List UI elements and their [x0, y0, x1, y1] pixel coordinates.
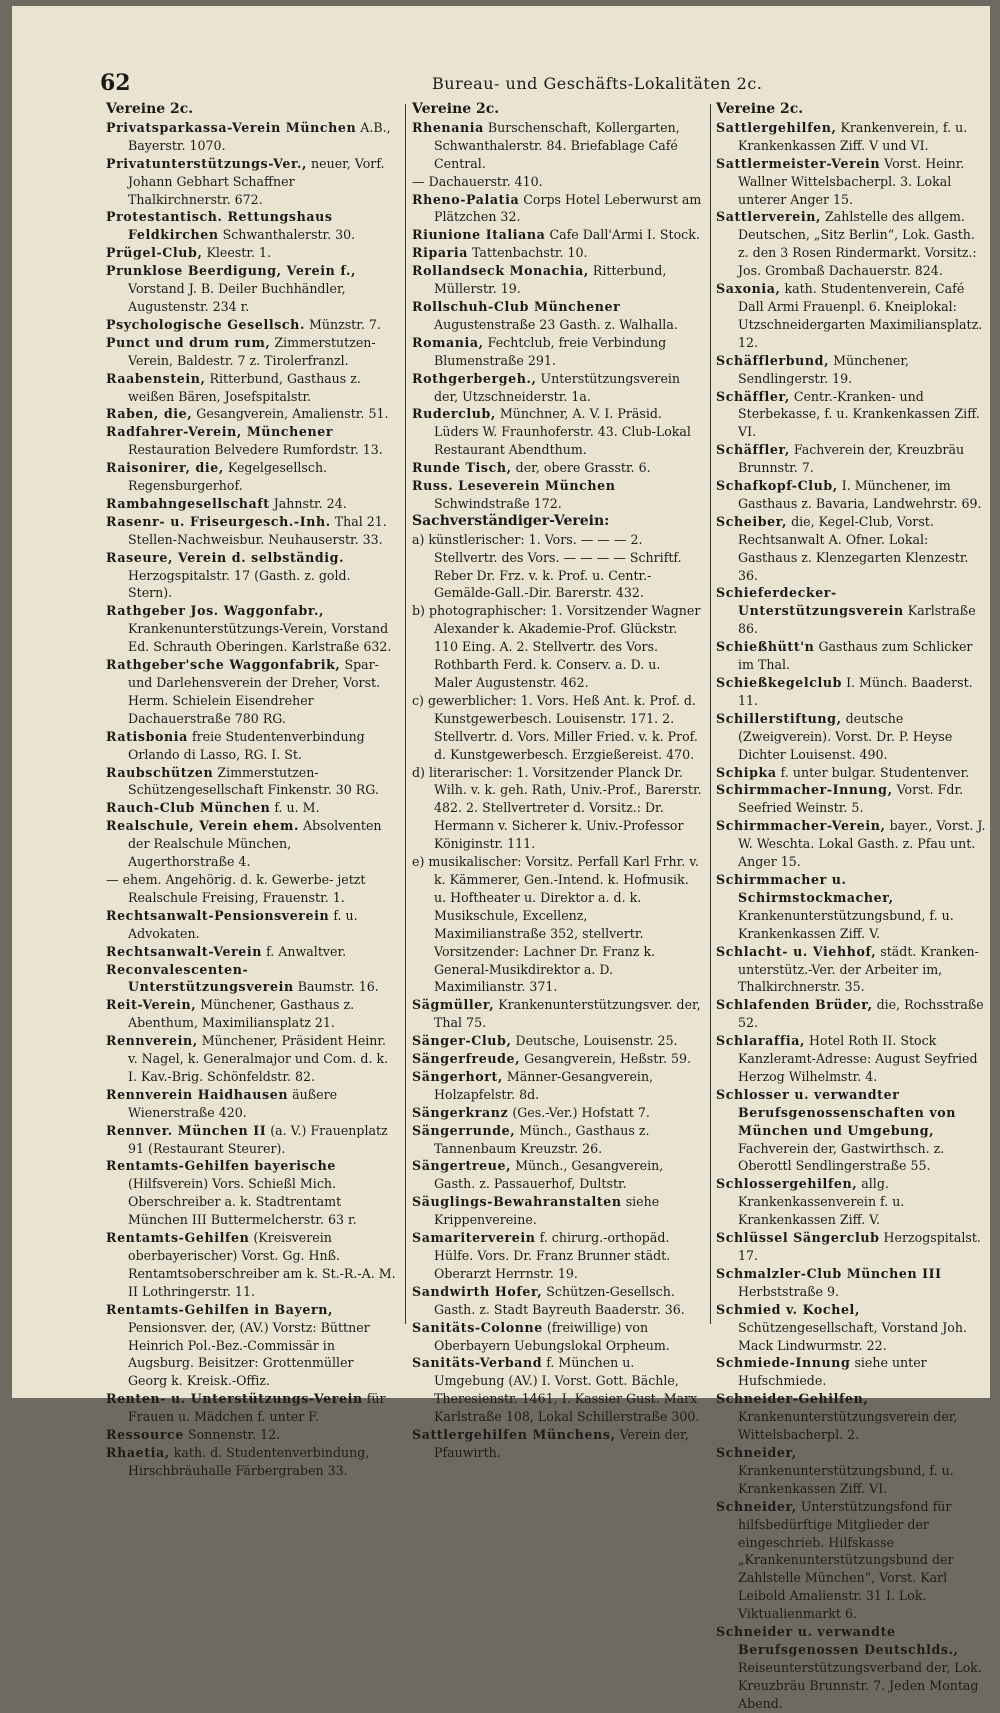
entry-text: f. unter bulgar. Studentenver.	[780, 764, 970, 780]
entry-name: Rheno-Palatia	[412, 191, 520, 207]
entry-name: Rechtsanwalt-Pensionsverein	[106, 907, 330, 923]
entry-name: Protestantisch. Rettungshaus Feldkirchen	[106, 209, 333, 243]
directory-entry	[716, 674, 988, 710]
directory-entry	[412, 1122, 702, 1158]
entry-name: Raisonirer, die,	[106, 460, 224, 476]
entry-text: die, Kegel-Club, Vorst. Rechtsanwalt A. Ofner. Lokal: Gasthaus z. Klenzegarten Klenzestr. 36.	[738, 513, 969, 583]
entry-name: Russ. Leseverein München	[412, 478, 616, 494]
directory-entry	[106, 602, 396, 656]
directory-entry	[716, 1086, 988, 1176]
entry-text: Hotel Roth II. Stock Kanzleramt-Adresse: August Seyfried Herzog Wilhelmstr. 4.	[738, 1033, 978, 1084]
entry-name: Sattlermeister-Verein	[716, 155, 881, 171]
entry-text: Münch., Gasthaus z. Tannenbaum Kreuzstr. 26.	[434, 1122, 650, 1156]
directory-entry	[412, 244, 702, 262]
entry-text: Krankenverein, f. u. Krankenkassen Ziff. V und VI.	[738, 119, 968, 153]
entry-text: Zimmerstutzen-Schützengesellschaft Finkenstr. 30 RG.	[128, 764, 379, 798]
entry-text: Kleestr. 1.	[206, 245, 271, 261]
entry-text: a) künstlerischer: 1. Vors. — — — 2. Stellvertr. des Vors. — — — — Schriftf. Reber Dr. Frz. v. k. Prof. u. Centr.-Gemälde-Gall.-Dir. Barerstr. 432.	[412, 531, 682, 601]
entry-name: Rothgerbergeh.,	[412, 370, 537, 386]
page-number: 62	[100, 70, 131, 96]
entry-name: Rentamts-Gehilfen in Bayern,	[106, 1301, 333, 1317]
directory-entry	[412, 173, 702, 191]
entry-text: (Ges.-Ver.) Hofstatt 7.	[512, 1104, 650, 1120]
directory-entry	[412, 226, 702, 244]
directory-entry	[106, 961, 396, 997]
directory-entry	[716, 996, 988, 1032]
entry-text: Vorstand J. B. Deiler Buchhändler, Augustenstr. 234 r.	[128, 281, 346, 314]
directory-entry	[412, 1354, 702, 1426]
entry-text: Burschenschaft, Kollergarten, Schwanthalerstr. 84. Briefablage Café Central.	[434, 119, 680, 171]
directory-entry	[412, 853, 702, 996]
directory-entry	[106, 1032, 396, 1086]
directory-entry	[106, 459, 396, 495]
entry-text: Sonnenstr. 12.	[187, 1427, 281, 1443]
entry-text: — ehem. Angehörig. d. k. Gewerbe- jetzt Realschule Freising, Frauenstr. 1.	[106, 871, 366, 905]
entry-name: Raseure, Verein d. selbständig.	[106, 549, 345, 565]
entry-text: (a. V.) Frauenplatz 91 (Restaurant Steurer).	[128, 1122, 388, 1156]
entry-name: Privatunterstützungs-Ver.,	[106, 155, 307, 171]
directory-entry	[106, 656, 396, 728]
entry-name: Scheiber,	[716, 513, 788, 529]
directory-entry	[716, 208, 988, 280]
directory-entry	[716, 1265, 988, 1301]
directory-entry	[106, 262, 396, 316]
directory-entry	[106, 1390, 396, 1426]
column-3	[716, 101, 988, 1711]
entry-text: städt. Kranken-unterstütz.-Ver. der Arbeiter im, Thalkirchnerstr. 35.	[738, 943, 979, 995]
entry-name: Schießkegelclub	[716, 675, 843, 690]
entry-text: Fachverein der, Gastwirthsch. z. Oberottl Sendlingerstraße 55.	[738, 1140, 945, 1174]
entry-name: Raben, die,	[106, 406, 193, 422]
entry-text: f. München u. Umgebung (AV.) I. Vorst. Gott. Bächle, Theresienstr. 1461, I. Kassier Gust. Marx Karlstraße 108, Lokal Schillerstraße 300.	[434, 1355, 700, 1425]
directory-entry	[106, 549, 396, 603]
directory-entry	[716, 441, 988, 477]
page-header	[12, 68, 990, 98]
directory-entry	[412, 334, 702, 370]
directory-entry	[412, 1283, 702, 1319]
entry-name: Sängertreue,	[412, 1158, 512, 1174]
entry-name: Rhenania	[412, 119, 484, 135]
directory-entry	[412, 477, 702, 513]
directory-entry	[412, 1050, 702, 1068]
directory-entry	[106, 943, 396, 961]
entry-name: Schmalzler-Club München III	[716, 1265, 942, 1281]
entry-text: allg. Krankenkassenverein f. u. Krankenkassen Ziff. V.	[738, 1176, 905, 1228]
entry-text: die, Rochsstraße 52.	[738, 997, 984, 1031]
directory-entry	[412, 1193, 702, 1229]
entry-text: f. u. M.	[274, 800, 320, 816]
entry-name: Schlossergehilfen,	[716, 1176, 858, 1192]
entry-text: Restauration Belvedere Rumfordstr. 13.	[128, 442, 383, 458]
entry-name: Rennverein Haidhausen	[106, 1086, 289, 1102]
entry-name: Sängerfreude,	[412, 1051, 521, 1067]
directory-entry	[106, 244, 396, 262]
column-divider	[710, 104, 711, 1324]
entry-text: freie Studentenverbindung Orlando di Lasso, RG. I. St.	[128, 728, 365, 762]
directory-entry	[716, 710, 988, 764]
entry-name: Ressource	[106, 1427, 184, 1443]
directory-entry	[412, 692, 702, 764]
entry-name: Sängerhort,	[412, 1068, 503, 1084]
directory-entry	[106, 728, 396, 764]
directory-page	[12, 6, 990, 1711]
entry-name: Schlüssel Sängerclub	[716, 1230, 880, 1246]
directory-entry	[412, 602, 702, 692]
entry-text: deutsche (Zweigverein). Vorst. Dr. P. Heyse Dichter Louisenst. 490.	[738, 710, 953, 762]
entry-text: Münchner, A. V. I. Präsid. Lüders W. Fraunhoferstr. 43. Club-Lokal Restaurant Abendthum.	[434, 406, 691, 458]
entry-name: Riunione Italiana	[412, 227, 546, 243]
entry-text: Deutsche, Louisenstr. 25.	[515, 1033, 678, 1049]
entry-name: Sängerrunde,	[412, 1122, 516, 1138]
entry-text: Zahlstelle des allgem. Deutschen, „Sitz Berlin“, Lok. Gasth. z. den 3 Rosen Rindermarkt. Vorsitz.: Jos. Grombaß Dachauerstr. 824.	[738, 209, 977, 279]
directory-entry	[106, 907, 396, 943]
entry-name: Schneider-Gehilfen,	[716, 1391, 869, 1407]
directory-entry	[716, 388, 988, 442]
entry-name: Renten- u. Unterstützungs-Verein	[106, 1391, 363, 1407]
entry-name: Schillerstiftung,	[716, 710, 842, 726]
directory-entry	[412, 1319, 702, 1355]
directory-entry	[106, 495, 396, 513]
directory-entry	[412, 119, 702, 173]
directory-entry	[412, 1104, 702, 1122]
entry-text: Ritterbund, Gasthaus z. weißen Bären, Josefspitalstr.	[128, 370, 361, 404]
directory-entry	[412, 1426, 702, 1462]
directory-entry	[716, 1229, 988, 1265]
directory-entry	[716, 1623, 988, 1713]
directory-entry	[716, 119, 988, 155]
entry-name: Rollschuh-Club Münchener	[412, 298, 621, 314]
directory-entry	[412, 1229, 702, 1283]
entry-name: Schäffler,	[716, 442, 790, 458]
directory-entry	[716, 943, 988, 997]
entry-text: Schwanthalerstr. 30.	[222, 227, 356, 243]
directory-entry	[716, 781, 988, 817]
entry-name: Schirmmacher-Innung,	[716, 782, 893, 798]
directory-entry	[106, 871, 396, 907]
entry-text: b) photographischer: 1. Vorsitzender Wagner Alexander k. Akademie-Prof. Glückstr. 110 Eing. A. 2. Stellvertr. des Vors. Rothbarth Ferd. k. Conserv. a. D. u. Maler Augustenstr. 462.	[412, 603, 701, 690]
directory-entry	[106, 208, 396, 244]
entry-text: neuer, Vorf. Johann Gebhart Schaffner Thalkirchnerstr. 672.	[128, 155, 385, 207]
entry-text: Vorst. Fdr. Seefried Weinstr. 5.	[738, 782, 964, 816]
entry-name: Privatsparkassa-Verein München	[106, 119, 357, 135]
directory-entry	[106, 996, 396, 1032]
entry-name: Schmied v. Kochel,	[716, 1301, 860, 1317]
entry-name: Punct und drum rum,	[106, 334, 271, 350]
directory-entry	[716, 1354, 988, 1390]
directory-entry	[106, 513, 396, 549]
directory-entry	[106, 1301, 396, 1391]
entry-name: Sänger-Club,	[412, 1033, 512, 1049]
entry-name: Schafkopf-Club,	[716, 478, 838, 494]
entry-name: Rathgeber Jos. Waggonfabr.,	[106, 603, 324, 619]
entry-text: f. chirurg.-orthopäd. Hülfe. Vors. Dr. Franz Brunner städt. Oberarzt Herrnstr. 19.	[434, 1230, 671, 1281]
entry-name: Prunklose Beerdigung, Verein f.,	[106, 263, 356, 279]
entry-name: Sängerkranz	[412, 1104, 509, 1120]
directory-entry	[106, 1444, 396, 1480]
entry-text: Fechtclub, freie Verbindung Blumenstraße 291.	[434, 334, 667, 368]
running-title: Bureau- und Geschäfts-Lokalitäten 2c.	[432, 74, 763, 93]
entry-text: siehe unter Hufschmiede.	[738, 1355, 927, 1389]
entry-name: Runde Tisch,	[412, 460, 512, 476]
directory-entry	[412, 996, 702, 1032]
entry-text: Tattenbachstr. 10.	[472, 245, 588, 261]
directory-entry	[106, 1086, 396, 1122]
entry-name: Schieferdecker-Unterstützungsverein	[716, 585, 904, 619]
entry-text: Centr.-Kranken- und Sterbekasse, f. u. Krankenkassen Ziff. VI.	[738, 388, 980, 440]
entry-text: d) literarischer: 1. Vorsitzender Planck Dr. Wilh. v. k. geh. Rath, Univ.-Prof., Barerstr. 482. 2. Stellvertreter d. Vorsitz.: Dr. Hermann v. Sicherer k. Univ.-Professor Königinstr. 111.	[412, 764, 702, 852]
entry-name: Schlaraffia,	[716, 1033, 806, 1049]
directory-entry	[412, 262, 702, 298]
directory-entry	[412, 405, 702, 459]
entry-text: Fachverein der, Kreuzbräu Brunnstr. 7.	[738, 442, 965, 476]
entry-name: Reit-Verein,	[106, 997, 197, 1013]
entry-name: Schneider,	[716, 1498, 797, 1514]
entry-text: c) gewerblicher: 1. Vors. Heß Ant. k. Prof. d. Kunstgewerbesch. Louisenstr. 171. 2. Stellvertr. d. Vors. Miller Fried. v. k. Prof. d. Kunstgewerbesch. Erzgießereist. 470.	[412, 692, 698, 762]
entry-text: Vorst. Heinr. Wallner Wittelsbacherpl. 3. Lokal unterer Anger 15.	[738, 155, 965, 207]
entry-name: Rollandseck Monachia,	[412, 263, 589, 279]
entry-text: Baumstr. 16.	[297, 979, 379, 995]
entry-text: Schützengesellschaft, Vorstand Joh. Mack Lindwurmstr. 22.	[738, 1319, 968, 1353]
entry-text: Münch., Gesangverein, Gasth. z. Passauerhof, Dultstr.	[434, 1158, 664, 1192]
directory-entry	[716, 1175, 988, 1229]
entry-text: Gesangverein, Amalienstr. 51.	[196, 406, 389, 422]
entry-name: Sägmüller,	[412, 997, 495, 1013]
directory-entry	[106, 155, 396, 209]
entry-name: Rathgeber'sche Waggonfabrik,	[106, 657, 341, 673]
entry-name: Sanitäts-Colonne	[412, 1319, 543, 1335]
column-heading: Vereine 2c.	[106, 101, 194, 117]
entry-text: Münchener, Präsident Heinr. v. Nagel, k. Generalmajor und Com. d. k. I. Kav.-Brig. Schönfeldstr. 82.	[128, 1033, 389, 1084]
entry-text: kath. Studentenverein, Café Dall Armi Frauenpl. 6. Kneiplokal: Utzschneidergarten Maximiliansplatz. 12.	[738, 281, 983, 350]
entry-text: Krankenunterstützungsbund, f. u. Krankenkassen Ziff. V.	[738, 907, 954, 941]
entry-text: Pensionsver. der, (AV.) Vorstz: Büttner Heinrich Pol.-Bez.-Commissär in Augsburg. Beisitzer: Grottenmüller Georg k. Kreisk.-Offiz.	[128, 1319, 370, 1389]
entry-text: Herzogspitalstr. 17 (Gasth. z. gold. Stern).	[128, 567, 351, 601]
column-heading: Vereine 2c.	[412, 101, 500, 117]
entry-text: Krankenunterstützungsbund, f. u. Krankenkassen Ziff. VI.	[738, 1462, 954, 1496]
entry-name: Rentamts-Gehilfen	[106, 1230, 250, 1246]
column-divider	[405, 104, 406, 1324]
entry-name: Rhaetia,	[106, 1444, 170, 1460]
entry-text: Zimmerstutzen-Verein, Baldestr. 7 z. Tirolerfranzl.	[128, 334, 376, 368]
entry-name: Raabenstein,	[106, 370, 206, 386]
entry-text: bayer., Vorst. J. W. Weschta. Lokal Gasth. z. Pfau unt. Anger 15.	[738, 818, 986, 870]
entry-text: Gesangverein, Heßstr. 59.	[524, 1051, 691, 1067]
entry-text: (Kreisverein oberbayerischer) Vorst. Gg. Hnß. Rentamtsoberschreiber am k. St.-R.-A. M. II Lothringerstr. 11.	[128, 1230, 396, 1299]
entry-name: Realschule, Verein ehem.	[106, 818, 299, 834]
entry-text: Krankenunterstützungsverein der, Wittelsbacherpl. 2.	[738, 1409, 958, 1443]
entry-name: Rennverein,	[106, 1033, 198, 1049]
entry-text: I. Münch. Baaderst. 11.	[738, 675, 973, 708]
entry-text: für Frauen u. Mädchen f. unter F.	[128, 1391, 386, 1425]
entry-name: Romania,	[412, 334, 484, 350]
entry-text: Absolventen der Realschule München, Augerthorstraße 4.	[128, 818, 382, 870]
directory-entry	[716, 764, 988, 782]
entry-name: Schirmmacher u. Schirmstockmacher,	[716, 871, 894, 905]
entry-text: Männer-Gesangverein, Holzapfelstr. 8d.	[434, 1068, 654, 1102]
directory-entry	[716, 155, 988, 209]
entry-name: Saxonia,	[716, 281, 781, 297]
directory-entry	[412, 764, 702, 854]
entry-text: Unterstützungsverein der, Utzschneiderstr. 1a.	[434, 370, 681, 404]
entry-text: Herbststraße 9.	[738, 1283, 839, 1299]
section-heading: Sachverständiger-Verein:	[412, 512, 610, 529]
directory-entry	[716, 1498, 988, 1623]
directory-entry	[106, 1157, 396, 1229]
entry-text: A.B., Bayerstr. 1070.	[128, 119, 391, 153]
directory-entry	[716, 477, 988, 513]
directory-entry	[716, 1444, 988, 1498]
directory-entry	[106, 334, 396, 370]
directory-entry	[106, 1229, 396, 1301]
directory-entry	[412, 1032, 702, 1050]
directory-entry	[106, 405, 396, 423]
directory-entry	[412, 531, 702, 603]
entry-name: Rauch-Club München	[106, 800, 271, 816]
entry-text: Thal 21. Stellen-Nachweisbur. Neuhauserstr. 33.	[128, 513, 387, 547]
entry-name: Rennver. München II	[106, 1122, 267, 1138]
entry-name: Schlosser u. verwandter Berufsgenossenschaften von München und Umgebung,	[716, 1086, 957, 1138]
entry-name: Prügel-Club,	[106, 245, 203, 261]
entry-text: f. u. Advokaten.	[128, 907, 358, 941]
entry-text: Unterstützungsfond für hilfsbedürftige Mitglieder der eingeschrieb. Hilfskasse „Krankenunterstützungsbund der Zahlstelle München“, Vorst. Karl Leibold Amalienstr. 31 I. Lok. Viktualienmarkt 6.	[738, 1498, 954, 1622]
directory-entry	[716, 638, 988, 674]
entry-text: Krankenunterstützungs-Verein, Vorstand Ed. Schrauth Oberingen. Karlstraße 632.	[128, 621, 392, 655]
directory-entry	[106, 119, 396, 155]
entry-name: Schipka	[716, 764, 777, 780]
entry-name: Radfahrer-Verein, Münchener	[106, 424, 334, 440]
entry-text: der, obere Grasstr. 6.	[515, 460, 651, 476]
directory-entry	[716, 280, 988, 352]
entry-name: Rentamts-Gehilfen bayerische	[106, 1158, 336, 1174]
entry-name: Sattlerverein,	[716, 209, 822, 225]
entry-name: Schießhütt'n	[716, 639, 815, 655]
entry-name: Schlafenden Brüder,	[716, 997, 873, 1013]
directory-entry	[106, 799, 396, 817]
entry-text: Münchener, Gasthaus z. Abenthum, Maximiliansplatz 21.	[128, 997, 355, 1031]
entry-name: Schneider u. verwandte Berufsgenossen Deutschlds.,	[716, 1624, 959, 1657]
directory-entry	[716, 352, 988, 388]
directory-entry	[106, 817, 396, 871]
directory-entry	[106, 1426, 396, 1444]
directory-entry	[412, 191, 702, 227]
entry-name: Rasenr- u. Friseurgesch.-Inh.	[106, 513, 331, 529]
entry-name: Ruderclub,	[412, 406, 496, 422]
directory-entry	[716, 1032, 988, 1086]
directory-entry	[716, 584, 988, 638]
directory-entry	[412, 1157, 702, 1193]
entry-text: Schützen-Gesellsch. Gasth. z. Stadt Bayreuth Baaderstr. 36.	[434, 1283, 685, 1317]
entry-text: e) musikalischer: Vorsitz. Perfall Karl Frhr. v. k. Kämmerer, Gen.-Intend. k. Hofmusik. u. Hoftheater u. Direktor a. d. k. Musikschule, Excellenz, Maximilianstraße 352, stellvertr. Vorsitzender: Lachner Dr. Franz k. General-Musikdirektor a. D. Maximilianstr. 371.	[412, 854, 699, 995]
entry-name: Sandwirth Hofer,	[412, 1283, 543, 1299]
entry-text: Krankenunterstützungsver. der, Thal 75.	[434, 997, 701, 1031]
directory-entry	[716, 1301, 988, 1355]
entry-name: Sanitäts-Verband	[412, 1355, 543, 1371]
entry-text: Cafe Dall'Armi I. Stock.	[549, 227, 700, 243]
entry-text: I. Münchener, im Gasthaus z. Bavaria, Landwehrstr. 69.	[738, 478, 982, 511]
entry-name: Rechtsanwalt-Verein	[106, 943, 263, 959]
entry-text: kath. d. Studentenverbindung, Hirschbräuhalle Färbergraben 33.	[128, 1444, 370, 1478]
entry-name: Schäfflerbund,	[716, 352, 830, 368]
entry-name: Ratisbonia	[106, 728, 188, 744]
entry-text: Ritterbund, Müllerstr. 19.	[434, 263, 667, 297]
directory-entry	[716, 871, 988, 943]
entry-name: Psychologische Gesellsch.	[106, 316, 305, 332]
directory-entry	[106, 764, 396, 800]
entry-text: Reiseunterstützungsverband der, Lok. Kreuzbräu Brunnstr. 7. Jeden Montag Abend.	[738, 1659, 982, 1711]
entry-text: (Hilfsverein) Vors. Schießl Mich. Oberschreiber a. k. Stadtrentamt München III Buttermelcherstr. 63 r.	[128, 1176, 357, 1228]
entry-text: (freiwillige) von Oberbayern Uebungslokal Orpheum.	[434, 1319, 670, 1353]
entry-text: äußere Wienerstraße 420.	[128, 1086, 338, 1120]
entry-text: — Dachauerstr. 410.	[412, 173, 543, 189]
entry-text: Schwindstraße 172.	[434, 495, 562, 511]
directory-entry	[106, 423, 396, 459]
entry-name: Schirmmacher-Verein,	[716, 818, 886, 834]
entry-text: Augustenstraße 23 Gasth. z. Walhalla.	[434, 316, 678, 332]
entry-text: Jahnstr. 24.	[273, 495, 347, 511]
column-1	[106, 101, 396, 1478]
directory-entry	[106, 370, 396, 406]
entry-text: Corps Hotel Leberwurst am Plätzchen 32.	[434, 191, 702, 225]
directory-entry	[716, 513, 988, 585]
entry-name: Riparia	[412, 245, 468, 261]
column-2	[412, 101, 702, 1460]
directory-entry	[106, 1122, 396, 1158]
entry-text: Verein der, Pfauwirth.	[434, 1427, 689, 1460]
directory-entry	[412, 459, 702, 477]
entry-name: Reconvalescenten-Unterstützungsverein	[106, 961, 294, 995]
directory-entry	[716, 1390, 988, 1444]
entry-name: Schmiede-Innung	[716, 1355, 851, 1371]
entry-text: Münzstr. 7.	[308, 316, 381, 332]
entry-name: Samariterverein	[412, 1230, 536, 1246]
entry-text: Gasthaus zum Schlicker im Thal.	[738, 639, 973, 673]
directory-entry	[412, 1068, 702, 1104]
entry-name: Schneider,	[716, 1444, 797, 1460]
entry-name: Sattlergehilfen,	[716, 119, 837, 135]
entry-name: Säuglings-Bewahranstalten	[412, 1194, 622, 1210]
entry-text: Herzogspitalst. 17.	[738, 1230, 981, 1263]
entry-name: Rambahngesellschaft	[106, 495, 270, 511]
directory-entry	[716, 817, 988, 871]
entry-name: Sattlergehilfen Münchens,	[412, 1427, 616, 1443]
column-heading: Vereine 2c.	[716, 101, 804, 117]
entry-text: Karlstraße 86.	[738, 603, 976, 637]
directory-entry	[106, 316, 396, 334]
entry-text: Münchener, Sendlingerstr. 19.	[738, 352, 910, 386]
entry-name: Schäffler,	[716, 388, 790, 404]
directory-entry	[412, 298, 702, 334]
entry-name: Raubschützen	[106, 764, 214, 780]
entry-name: Schlacht- u. Viehhof,	[716, 943, 877, 959]
entry-text: Spar- und Darlehensverein der Dreher, Vorst. Herm. Schielein Eisendreher Dachauerstraße 780 RG.	[128, 657, 381, 726]
directory-entry	[412, 370, 702, 406]
entry-text: f. Anwaltver.	[266, 943, 347, 959]
entry-text: Kegelgesellsch. Regensburgerhof.	[128, 460, 328, 494]
entry-text: siehe Krippenvereine.	[434, 1194, 660, 1228]
